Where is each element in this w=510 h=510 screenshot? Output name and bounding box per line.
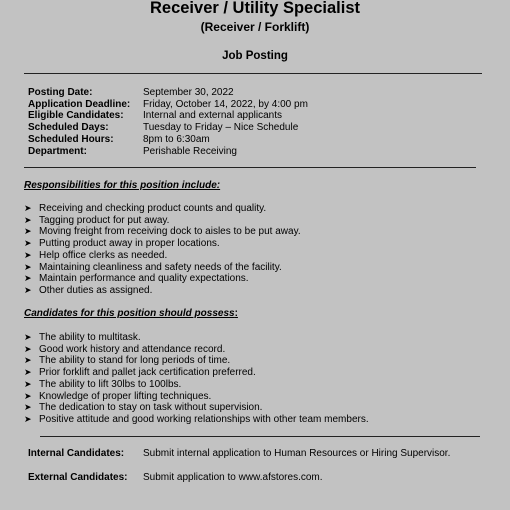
posting-details <box>28 87 308 157</box>
detail-value: Internal and external applicants <box>143 110 282 122</box>
detail-value: September 30, 2022 <box>143 87 234 98</box>
divider-details <box>24 167 476 168</box>
detail-row-scheduled-hours <box>28 134 308 146</box>
arrow-right-icon: ➤ <box>24 355 32 366</box>
list-item-text: Tagging product for put away. <box>39 214 170 226</box>
responsibilities-heading-text: Responsibilities for this position include: <box>24 180 221 191</box>
candidates-list <box>24 332 369 426</box>
responsibilities-heading <box>24 180 220 192</box>
page-title: Receiver / Utility Specialist <box>149 0 360 17</box>
list-item-text: The ability to stand for long periods of time. <box>39 355 231 367</box>
internal-candidates-label: Internal Candidates: <box>28 448 125 459</box>
list-item <box>24 379 369 391</box>
candidates-heading-colon: : <box>234 308 238 319</box>
responsibilities-list <box>24 203 301 297</box>
list-item <box>24 215 301 227</box>
list-item <box>24 250 301 262</box>
arrow-right-icon: ➤ <box>24 273 32 284</box>
external-candidates-value: Submit application to www.afstores.com. <box>143 472 323 483</box>
arrow-right-icon: ➤ <box>24 332 32 342</box>
list-item <box>24 391 369 403</box>
arrow-right-icon: ➤ <box>24 249 32 260</box>
detail-label: Scheduled Hours: <box>28 133 114 145</box>
list-item <box>24 367 369 379</box>
arrow-right-icon: ➤ <box>24 261 32 272</box>
list-item <box>24 355 369 367</box>
detail-label: Department: <box>28 145 87 157</box>
detail-row-eligible-candidates <box>28 110 308 122</box>
internal-candidates-value: Submit internal application to Human Resources or Hiring Supervisor. <box>143 448 451 459</box>
external-candidates-row <box>28 472 323 484</box>
list-item-text: The ability to lift 30lbs to 100lbs. <box>39 378 182 390</box>
list-item-text: Good work history and attendance record. <box>39 343 226 355</box>
detail-label: Application Deadline: <box>28 98 131 110</box>
arrow-right-icon: ➤ <box>24 367 32 378</box>
external-candidates-label: External Candidates: <box>28 472 128 483</box>
detail-label: Scheduled Days: <box>28 122 109 134</box>
arrow-right-icon: ➤ <box>24 378 32 389</box>
list-item-text: Moving freight from receiving dock to aisles to be put away. <box>39 226 301 238</box>
list-item-text: Receiving and checking product counts and quality. <box>39 203 267 214</box>
arrow-right-icon: ➤ <box>24 238 32 249</box>
list-item <box>24 402 369 414</box>
detail-row-application-deadline <box>28 99 308 111</box>
arrow-right-icon: ➤ <box>24 226 32 237</box>
detail-label: Eligible Candidates: <box>28 110 124 122</box>
divider-bottom <box>40 436 480 437</box>
detail-value: Perishable Receiving <box>143 145 237 157</box>
list-item <box>24 344 369 356</box>
list-item <box>24 285 301 297</box>
arrow-right-icon: ➤ <box>24 284 32 295</box>
detail-row-department <box>28 146 308 158</box>
job-posting-label: Job Posting <box>222 50 288 62</box>
detail-row-scheduled-days <box>28 122 308 134</box>
arrow-right-icon: ➤ <box>24 203 32 213</box>
list-item-text: Other duties as assigned. <box>39 284 153 296</box>
list-item-text: The ability to multitask. <box>39 332 141 343</box>
arrow-right-icon: ➤ <box>24 413 32 424</box>
arrow-right-icon: ➤ <box>24 343 32 354</box>
detail-value: 8pm to 6:30am <box>143 133 210 145</box>
list-item-text: Positive attitude and good working relationships with other team members. <box>39 413 369 425</box>
detail-row-posting-date <box>28 87 308 99</box>
list-item-text: Help office clerks as needed. <box>39 249 168 261</box>
list-item <box>24 262 301 274</box>
arrow-right-icon: ➤ <box>24 214 32 225</box>
list-item <box>24 332 369 344</box>
page-subtitle: (Receiver / Forklift) <box>200 20 310 34</box>
detail-value: Tuesday to Friday – Nice Schedule <box>143 122 299 134</box>
list-item <box>24 414 369 426</box>
list-item-text: Maintain performance and quality expectations. <box>39 273 249 285</box>
divider-top <box>24 73 482 74</box>
arrow-right-icon: ➤ <box>24 402 32 413</box>
detail-label: Posting Date: <box>28 87 93 98</box>
candidates-heading <box>24 308 238 320</box>
list-item-text: Prior forklift and pallet jack certification preferred. <box>39 367 256 379</box>
arrow-right-icon: ➤ <box>24 390 32 401</box>
list-item-text: Knowledge of proper lifting techniques. <box>39 390 212 402</box>
list-item-text: Maintaining cleanliness and safety needs of the facility. <box>39 261 282 273</box>
internal-candidates-row <box>28 448 450 460</box>
detail-value: Friday, October 14, 2022, by 4:00 pm <box>143 98 308 110</box>
candidates-heading-text: Candidates for this position should possess <box>24 308 235 319</box>
list-item <box>24 226 301 238</box>
list-item-text: The dedication to stay on task without supervision. <box>39 402 263 414</box>
list-item <box>24 238 301 250</box>
list-item <box>24 203 301 215</box>
list-item <box>24 273 301 285</box>
list-item-text: Putting product away in proper locations. <box>39 238 220 250</box>
